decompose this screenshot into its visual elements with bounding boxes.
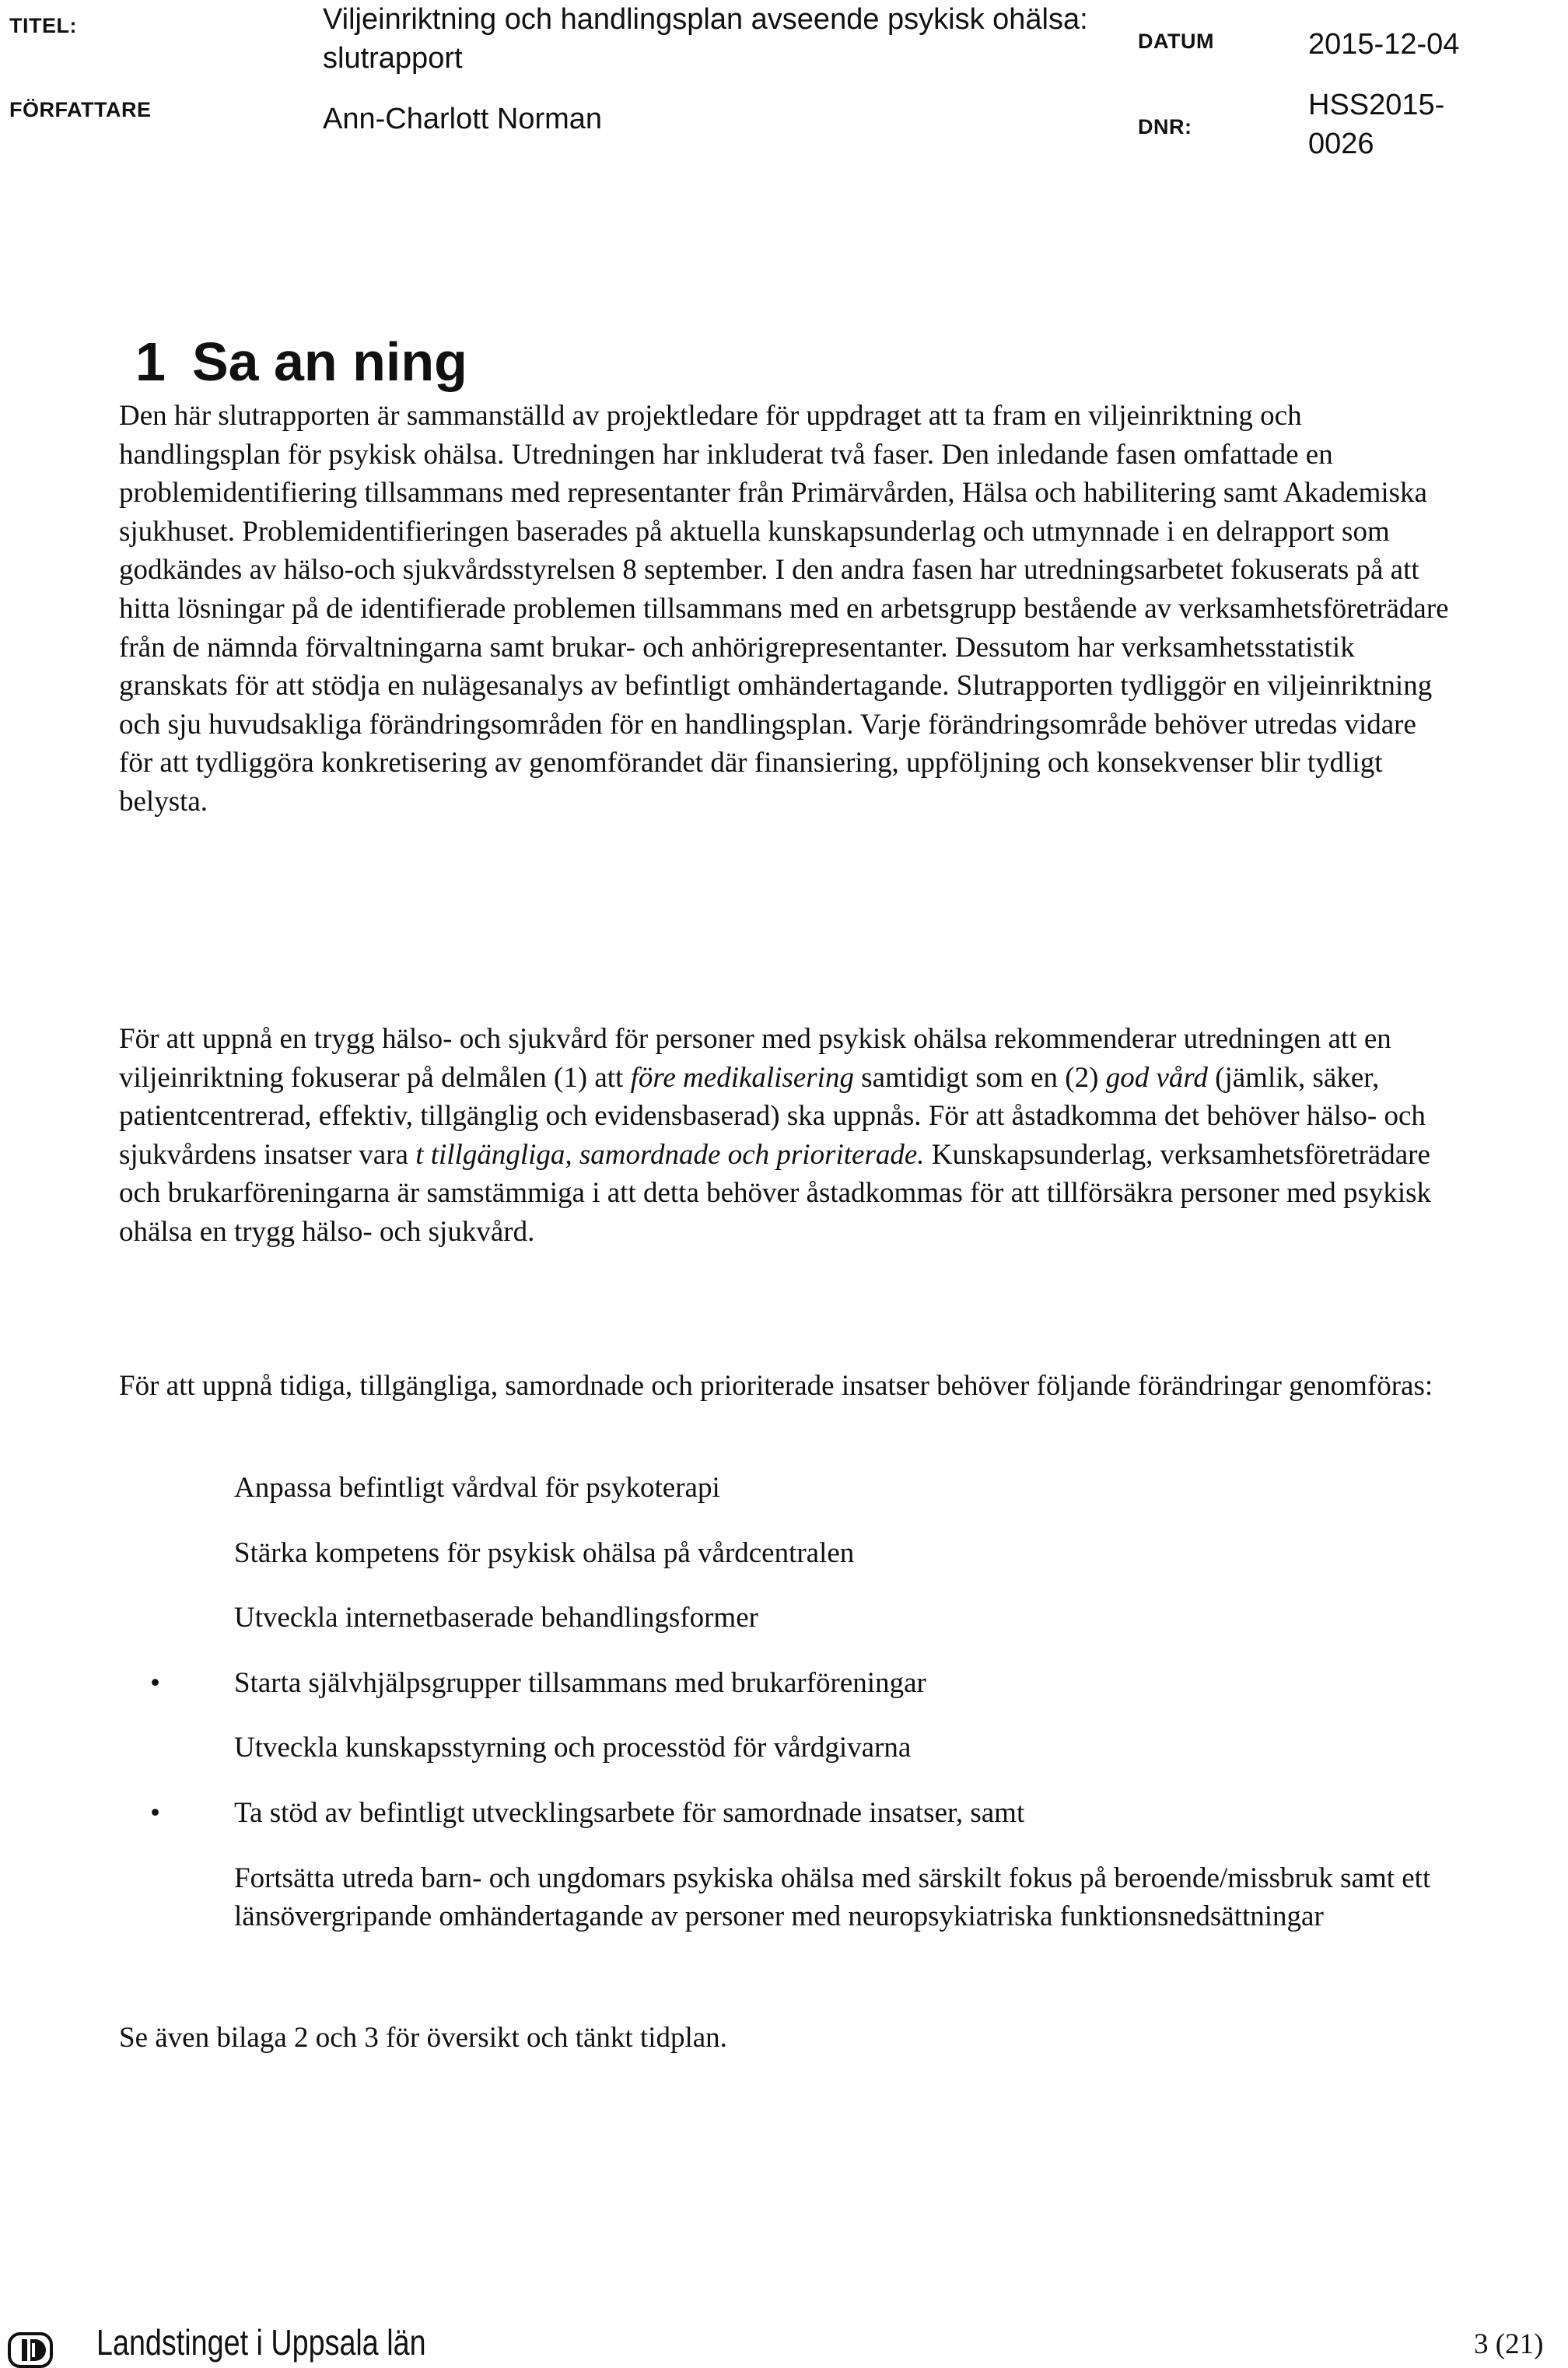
section-title: Sa an ning <box>191 331 467 392</box>
page-number: 3 (21) <box>1474 2328 1544 2360</box>
p2-emphasis-3: t tillgängliga, samordnade och prioriterade. <box>415 1138 925 1171</box>
list-item <box>119 1534 1457 1573</box>
list-item-text: Utveckla kunskapsstyrning och processtöd för vårdgivarna <box>234 1732 912 1764</box>
summary-paragraph-3: För att uppnå tidiga, tillgängliga, samordnade och prioriterade insatser behöver följande förändringar genomföras: <box>119 1370 1433 1402</box>
title-label: TITEL: <box>9 14 77 37</box>
date-label: DATUM <box>1138 30 1214 53</box>
list-item <box>119 1794 1457 1833</box>
p2-emphasis-1: före medikalisering <box>630 1061 854 1094</box>
bullet-marker: • <box>150 1796 160 1829</box>
bullet-marker: • <box>150 1666 160 1699</box>
p2-emphasis-2: god vård <box>1105 1061 1208 1094</box>
dnr-label: DNR: <box>1138 115 1192 138</box>
section-number: 1 <box>135 331 166 392</box>
list-item <box>119 1599 1457 1638</box>
footer-organization: Landstinget i Uppsala län <box>96 2322 426 2363</box>
section-heading <box>135 327 467 397</box>
list-item-text: Stärka kompetens för psykisk ohälsa på vårdcentralen <box>234 1536 855 1569</box>
p2-text-b: samtidigt som en (2) <box>853 1061 1106 1094</box>
list-item-text: Starta självhjälpsgrupper tillsammans med brukarföreningar <box>234 1666 926 1699</box>
list-item-text: Utveckla internetbaserade behandlingsformer <box>234 1602 758 1634</box>
author-label: FÖRFATTARE <box>9 98 152 121</box>
change-list <box>119 1469 1457 1963</box>
list-item <box>119 1664 1457 1703</box>
document-date: 2015-12-04 <box>1308 28 1460 61</box>
summary-paragraph-1: Den här slutrapporten är sammanställd av projektledare för uppdraget att ta fram en viljeinriktning och handlingsplan för psykisk ohälsa. Utredningen har inkluderat två faser. Den inledande fasen omfattade en problemidentifiering tillsammans med representanter från Primärvården, Hälsa och habilitering samt Akademiska sjukhuset. Problemidentifieringen baserades på aktuella kunskapsunderlag och utmynnade i en delrapport som godkändes av hälso-och sjukvårdsstyrelsen 8 september. I den andra fasen har utredningsarbetet fokuserats på att hitta lösningar på de identifierade problemen tillsammans med en arbetsgrupp bestående av verksamhetsföreträdare från de nämnda förvaltningarna samt brukar- och anhörigrepresentanter. Dessutom har verksamhetsstatistik granskats för att stödja en nulägesanalys av befintligt omhändertagande. Slutrapporten tydliggör en viljeinriktning och sju huvudsakliga förändringsområden för en handlingsplan. Varje förändringsområde behöver utredas vidare för att tydliggöra konkretisering av genomförandet där finansiering, uppföljning och konsekvenser blir tydligt belysta. <box>119 400 1449 818</box>
landstinget-logo-icon <box>8 2332 53 2368</box>
document-title: Viljeinriktning och handlingsplan avseende psykisk ohälsa: slutrapport <box>323 3 1088 75</box>
list-item <box>119 1469 1457 1508</box>
list-item-text: Fortsätta utreda barn- och ungdomars psykiska ohälsa med särskilt fokus på beroende/missbruk samt ett länsövergripande omhändertagande av personer med neuropsykiatriska funktionsnedsättningar <box>234 1862 1431 1933</box>
p2-text-a: För att uppnå en trygg hälso- och sjukvård för personer med psykisk ohälsa rekommenderar utredningen att en viljeinriktning fokuserar på delmålen (1) att <box>119 1023 1391 1094</box>
document-author: Ann-Charlott Norman <box>323 103 603 135</box>
list-item-text: Ta stöd av befintligt utvecklingsarbete för samordnade insatser, samt <box>234 1796 1025 1829</box>
p2-text-d: Kunskapsunderlag, verksamhetsföreträdare och brukarföreningarna är samstämmiga i att detta behöver åstadkommas för att tillförsäkra personer med psykisk ohälsa en trygg hälso- och sjukvård. <box>119 1138 1432 1248</box>
list-item-text: Anpassa befintligt vårdval för psykoterapi <box>234 1472 720 1504</box>
list-item <box>119 1729 1457 1767</box>
p2-text-c: (jämlik, säker, patientcentrerad, effektiv, tillgänglig och evidensbaserad) ska uppnås. För att åstadkomma det behöver hälso- och sjukvårdens insatser vara <box>119 1061 1426 1171</box>
summary-paragraph-4: Se även bilaga 2 och 3 för översikt och tänkt tidplan. <box>119 2022 727 2054</box>
summary-paragraph-2 <box>119 1020 1457 1252</box>
list-item <box>119 1859 1457 1936</box>
document-dnr: HSS2015-0026 <box>1308 89 1445 160</box>
